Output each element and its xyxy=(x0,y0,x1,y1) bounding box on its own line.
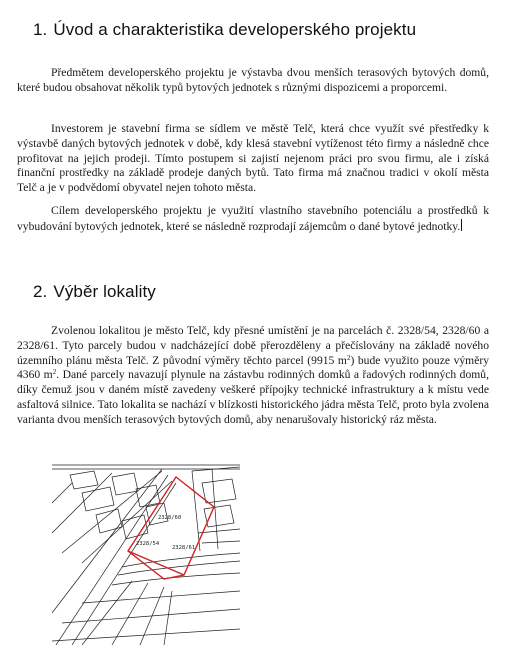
section-1-number: 1. xyxy=(33,20,48,39)
section-1-paragraph-1: Předmětem developerského projektu je výstavba dvou menších terasových bytových domů, které budou obsahovat několik typů bytových jednotek s různými dispozicemi a proporcemi. xyxy=(17,66,489,94)
section-2-text-c: . Dané parcely navazují plynule na zástavbu rodinných domků a řadových rodinných domů, díky čemuž jsou v daném místě zavedeny veškeré přípojky technické infrastruktury a k místu vede asfaltová silnice. Tato lokalita se nachází v blízkosti historického jádra města Telč, proto byla zvolena varianta dvou menších terasových bytových domů, aby nenarušovaly historický ráz města. xyxy=(17,368,489,426)
section-1-paragraph-2: Investorem je stavební firma se sídlem ve městě Telč, která chce využít své přestředky k výstavbě daných bytových jednotek v době, kdy klesá stavební vytíženost této firmy a následně chce profitovat na jejich prodeji. Tímto postupem si zajistí nejenom práci pro svou firmu, ale i získá finanční prostředky na základě prodeje daných bytů. Tato firma má značnou tradici v okolí města Telč a je v podvědomí obyvatel nejen tohoto města. xyxy=(17,122,489,195)
section-1-paragraph-3 xyxy=(17,204,489,235)
section-2-title: Výběr lokality xyxy=(53,282,156,301)
cadastral-map xyxy=(52,463,240,645)
superscript-a: 2 xyxy=(346,353,351,362)
section-1-paragraph-3-text: Cílem developerského projektu je využití vlastního stavebního potenciálu a prostředků k vybudování bytových jednotek, které se následně rozprodají zájemcům o dané bytové jednotky. xyxy=(17,204,489,233)
section-2-text-a: Zvolenou lokalitou je město Telč, kdy přesné umístění je na parcelách č. 2328/54, 2328/60 a 2328/61. Tyto parcely budou v nadcházející době přerozděleny a přečíslovány na základě nového územního plánu města Telč. Z původní výměry těchto parcel (9915 m xyxy=(17,324,489,367)
parcel-label-2328-61: 2328/61 xyxy=(172,545,196,551)
section-2-paragraph xyxy=(17,324,489,428)
superscript-b: 2 xyxy=(52,368,57,377)
section-2-number: 2. xyxy=(33,282,48,301)
section-1-heading xyxy=(33,20,416,40)
cadastral-map-drawing xyxy=(52,463,240,645)
parcel-label-2328-54: 2328/54 xyxy=(136,541,160,547)
parcel-label-2328-60: 2328/60 xyxy=(158,515,182,521)
text-cursor xyxy=(461,219,462,231)
section-2-text-b: ) bude využito pouze výměry 4360 m xyxy=(17,353,489,382)
section-2-heading xyxy=(33,282,156,302)
section-1-title: Úvod a charakteristika developerského projektu xyxy=(53,20,417,39)
